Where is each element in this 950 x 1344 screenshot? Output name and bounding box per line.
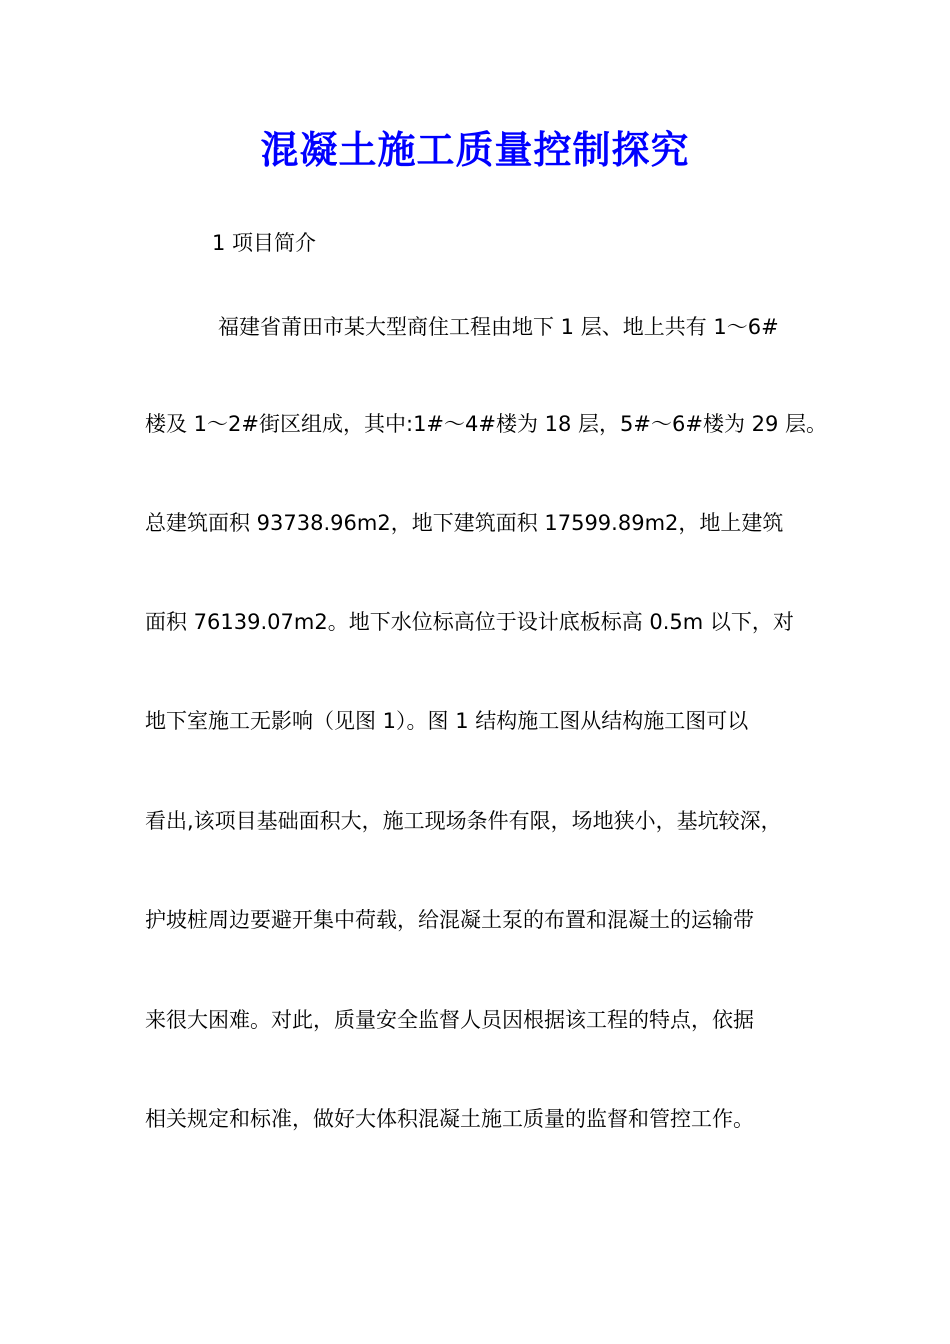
paragraph-line: 福建省莆田市某大型商住工程由地下 1 层、地上共有 1～6# <box>218 315 779 339</box>
section-heading: 1 项目简介 <box>212 231 317 255</box>
paragraph-line: 面积 76139.07m2。地下水位标高位于设计底板标高 0.5m 以下，对 <box>145 610 794 634</box>
paragraph-line: 相关规定和标准，做好大体积混凝土施工质量的监督和管控工作。 <box>145 1107 754 1131</box>
paragraph-line: 来很大困难。对此，质量安全监督人员因根据该工程的特点，依据 <box>145 1008 754 1032</box>
paragraph-line: 看出,该项目基础面积大，施工现场条件有限，场地狭小，基坑较深， <box>145 809 782 833</box>
document-title: 混凝土施工质量控制探究 <box>260 127 690 172</box>
paragraph-line: 总建筑面积 93738.96m2，地下建筑面积 17599.89m2，地上建筑 <box>145 511 784 535</box>
paragraph-line: 护坡桩周边要避开集中荷载，给混凝土泵的布置和混凝土的运输带 <box>145 908 754 932</box>
paragraph-line: 楼及 1～2#街区组成，其中:1#～4#楼为 18 层，5#～6#楼为 29 层。 <box>145 412 828 436</box>
paragraph-line: 地下室施工无影响（见图 1）。图 1 结构施工图从结构施工图可以 <box>145 709 749 733</box>
